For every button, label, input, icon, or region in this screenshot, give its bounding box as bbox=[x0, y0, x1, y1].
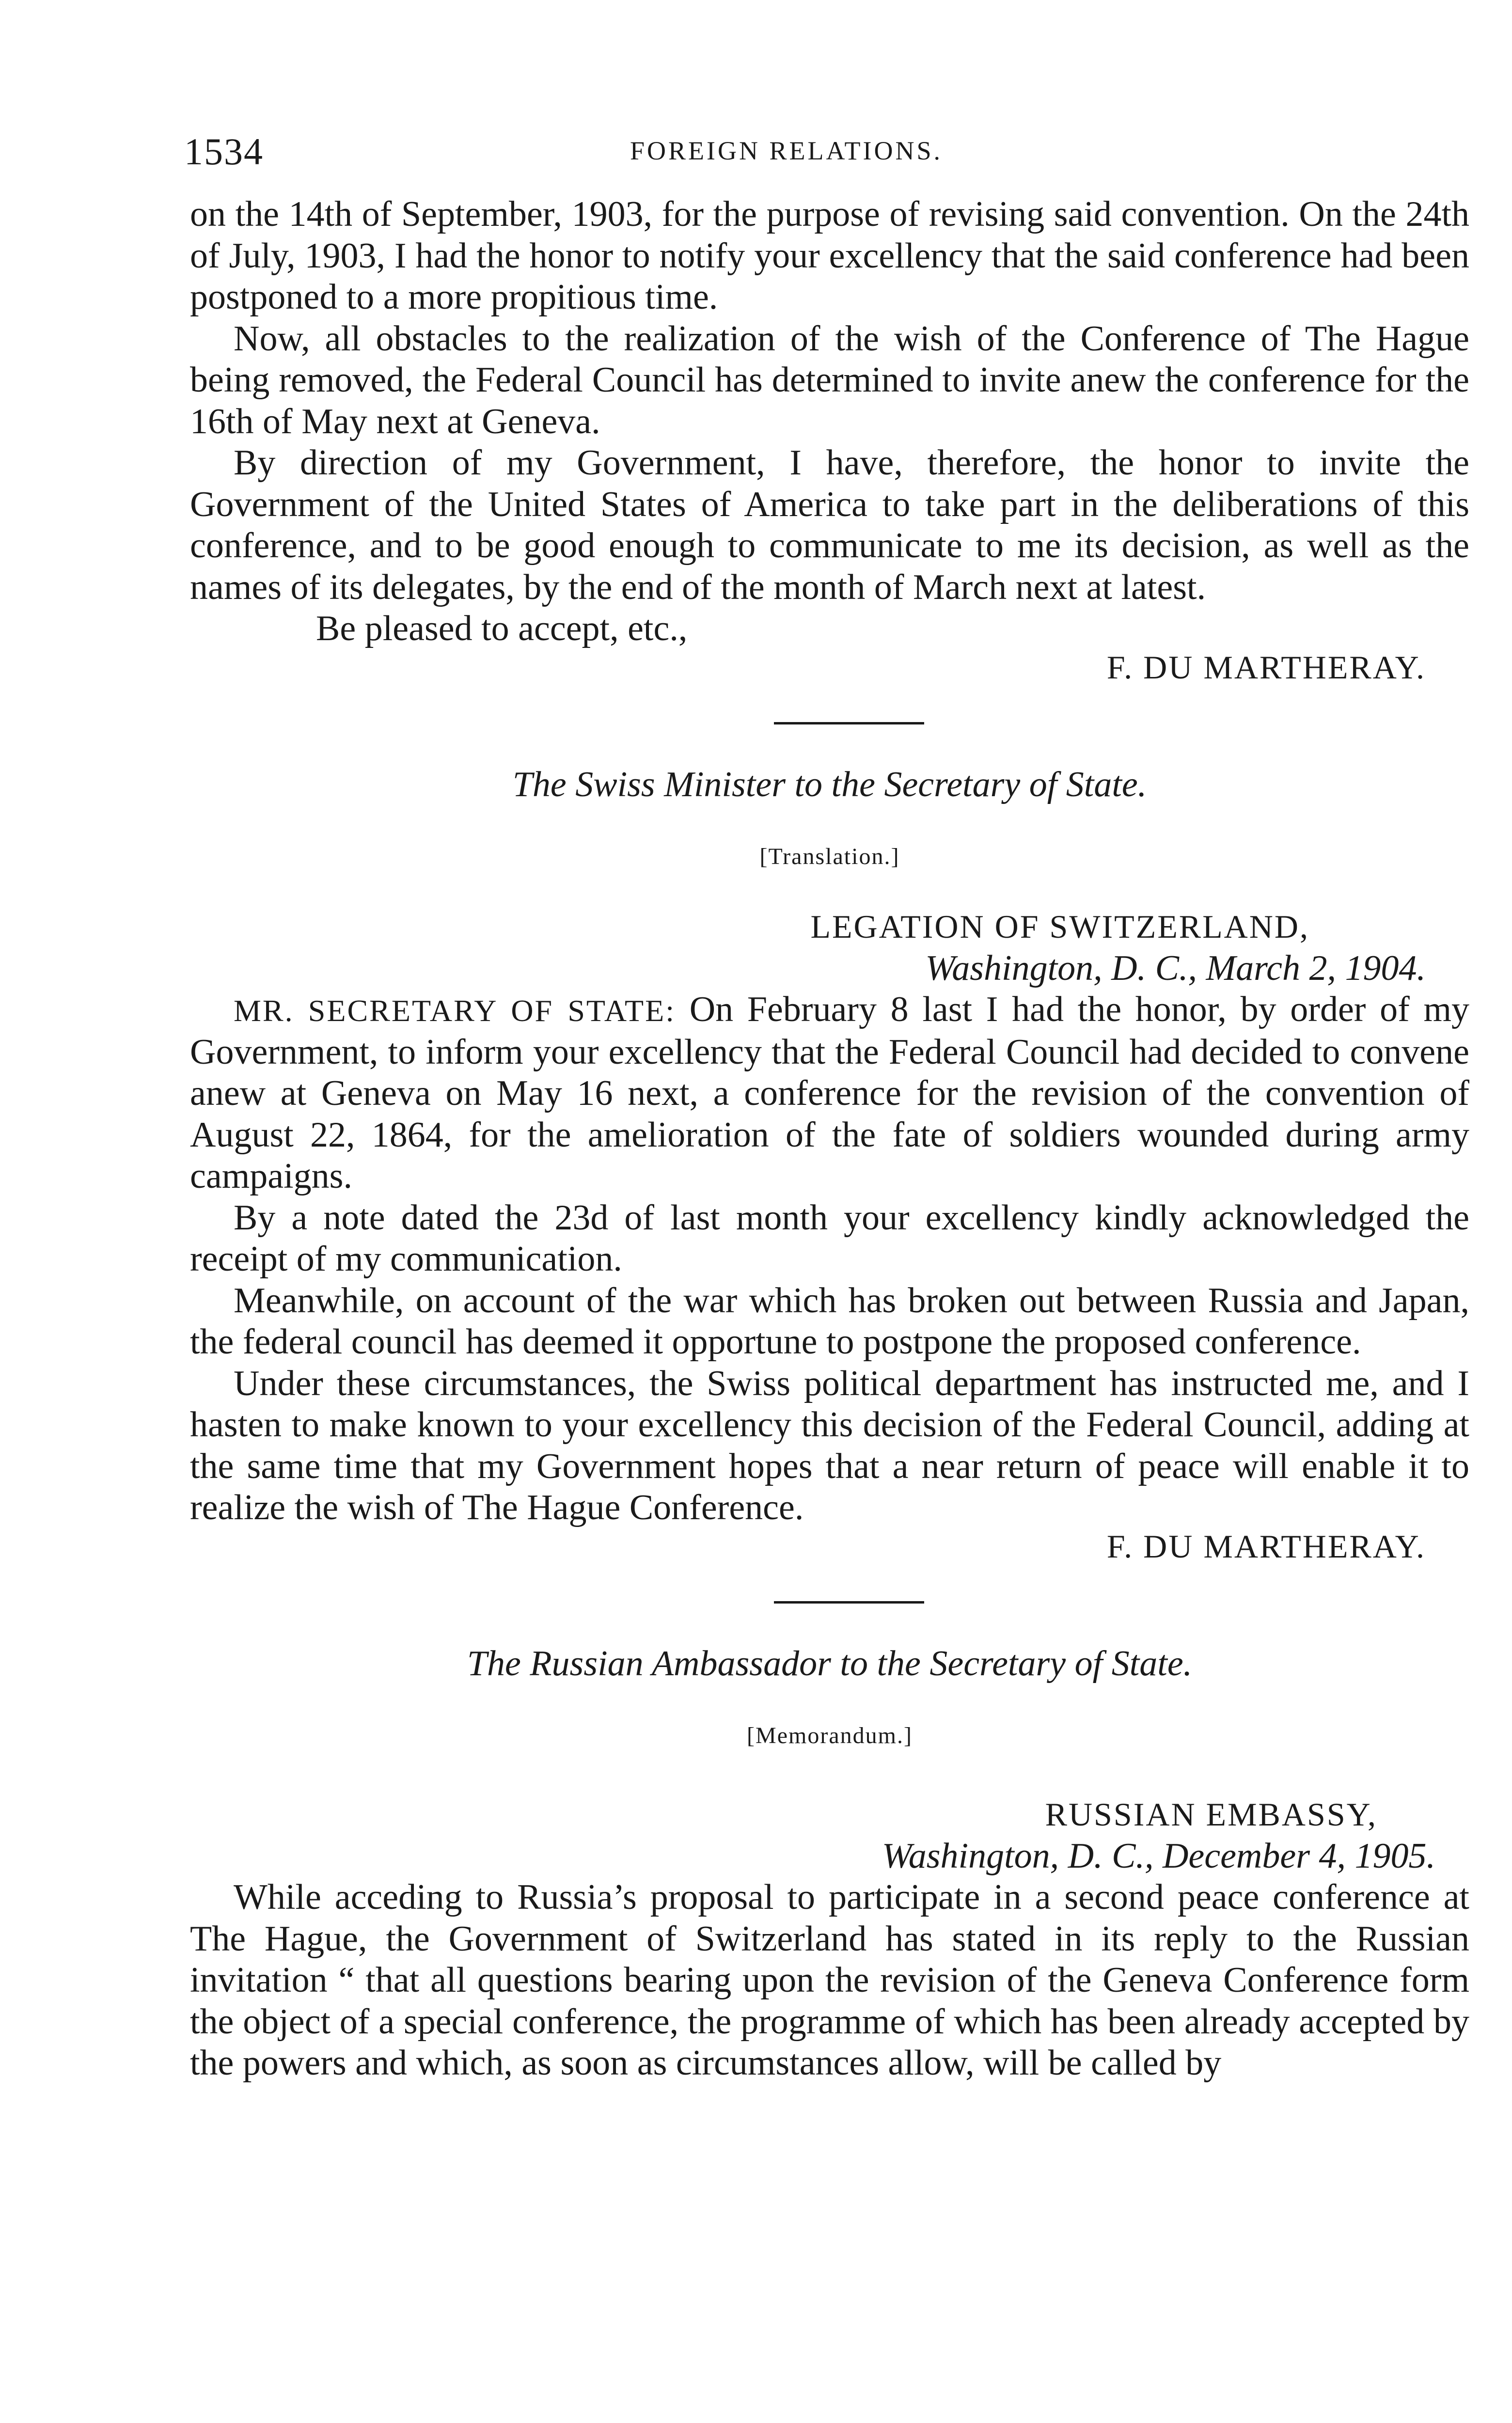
paragraph bbox=[190, 989, 1469, 1197]
page-number: 1534 bbox=[184, 130, 264, 173]
signature: F. DU MARTHERAY. bbox=[1106, 648, 1426, 686]
document-note: [Translation.] bbox=[759, 843, 900, 869]
salutation: MR. SECRETARY OF STATE: bbox=[234, 993, 676, 1028]
page-header bbox=[184, 130, 1464, 178]
paragraph: By a note dated the 23d of last month your excellency kindly acknowledged the receipt of my communication. bbox=[190, 1197, 1469, 1279]
section-divider bbox=[774, 1601, 924, 1604]
paragraph: on the 14th of September, 1903, for the purpose of revising said convention. On the 24th of July, 1903, I had the honor to notify your excellency that the said conference had been postponed to a more propitious time. bbox=[190, 194, 1469, 317]
document-title: The Swiss Minister to the Secretary of State. bbox=[512, 765, 1147, 804]
signature: F. DU MARTHERAY. bbox=[1106, 1527, 1426, 1565]
section-divider bbox=[774, 722, 924, 724]
paragraph: By direction of my Government, I have, therefore, the honor to invite the Government of the United States of America to take part in the deliberations of this conference, and to be good enough to communicate to me its decision, as well as the names of its delegates, by the end of the month of March next at latest. bbox=[190, 443, 1469, 607]
paragraph: Meanwhile, on account of the war which has broken out between Russia and Japan, the federal council has deemed it opportune to postpone the proposed conference. bbox=[190, 1280, 1469, 1362]
closing-line: Be pleased to accept, etc., bbox=[316, 609, 688, 648]
running-head: FOREIGN RELATIONS. bbox=[630, 136, 943, 165]
paragraph: While acceding to Russia’s proposal to participate in a second peace conference at The Hague, the Government of Switzerland has stated in its reply to the Russian invitation “ that all questions bearing upon the revision of the Geneva Conference form the object of a special conference, the programme of which has been already accepted by the powers and which, as soon as circumstances allow, will be called by bbox=[190, 1877, 1469, 2083]
paragraph: Now, all obstacles to the realization of the wish of the Conference of The Hague being removed, the Federal Council has determined to invite anew the conference for the 16th of May next at Geneva. bbox=[190, 318, 1469, 441]
paragraph-text: On February 8 last I had the honor, by order of my Government, to inform your excellency that the Federal Council had decided to convene anew at Geneva on May 16 next, a conference for the revision of the convention of August 22, 1864, for the amelioration of the fate of soldiers wounded during army campaigns. bbox=[190, 990, 1470, 1196]
document-note: [Memorandum.] bbox=[747, 1722, 913, 1748]
dateline: Washington, D. C., December 4, 1905. bbox=[882, 1836, 1435, 1876]
sender-address: LEGATION OF SWITZERLAND, bbox=[810, 908, 1309, 945]
dateline: Washington, D. C., March 2, 1904. bbox=[925, 948, 1426, 988]
document-title: The Russian Ambassador to the Secretary of State. bbox=[467, 1644, 1193, 1684]
paragraph: Under these circumstances, the Swiss political department has instructed me, and I hasten to make known to your excellency this decision of the Federal Council, adding at the same time that my Government hopes that a near return of peace will enable it to realize the wish of The Hague Conference. bbox=[190, 1363, 1469, 1527]
sender-address: RUSSIAN EMBASSY, bbox=[1045, 1796, 1377, 1833]
page-body bbox=[190, 194, 1469, 2084]
